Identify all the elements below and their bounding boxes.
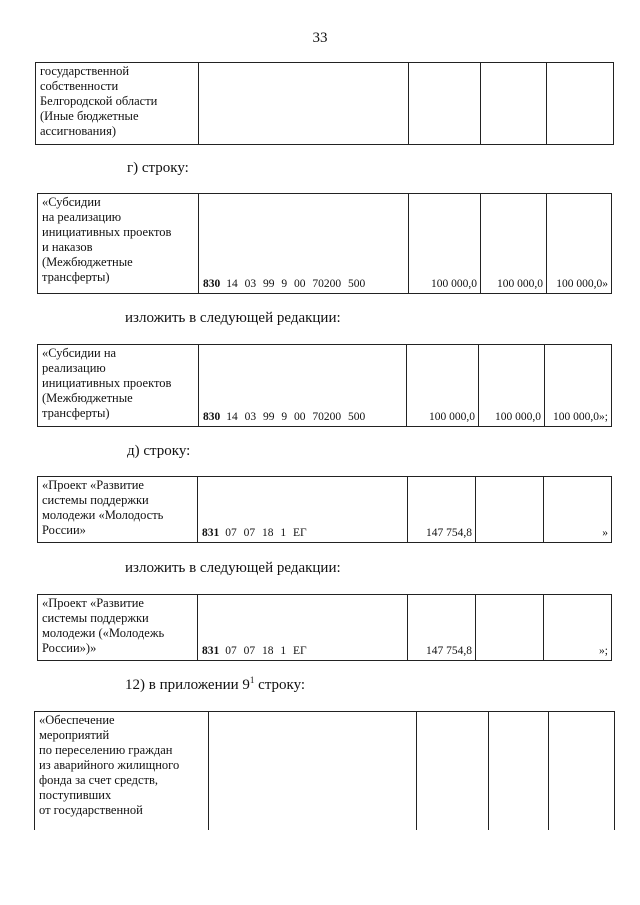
name-line: «Проект «Развитие — [42, 596, 144, 610]
name-line: на реализацию — [42, 210, 122, 224]
value-cell-2 — [476, 477, 544, 543]
name-line: собственности — [40, 79, 119, 93]
value-cell-2: 100 000,0 — [479, 345, 545, 427]
name-line: системы поддержки — [42, 611, 149, 625]
value-cell-1: 147 754,8 — [408, 477, 476, 543]
table-youth-project-new — [37, 594, 612, 661]
name-line: из аварийного жилищного — [39, 758, 180, 772]
name-line: молодежи («Молодежь — [42, 626, 165, 640]
code-rest: 14 03 99 9 00 70200 500 — [226, 411, 366, 423]
codes-cell — [198, 595, 408, 661]
value-cell-3 — [549, 712, 615, 830]
code-main: 830 — [203, 411, 221, 423]
table-youth-project-old — [37, 476, 612, 543]
name-line: России» — [42, 523, 86, 537]
name-line: трансферты) — [42, 406, 110, 420]
paragraph-izlozhit-2: изложить в следующей редакции: — [125, 560, 341, 576]
paragraph-izlozhit-1: изложить в следующей редакции: — [125, 310, 341, 326]
value-cell-3: 100 000,0»; — [545, 345, 612, 427]
name-line: молодежи «Молодость — [42, 508, 164, 522]
paragraph-12 — [125, 677, 305, 694]
name-line: «Обеспечение — [39, 713, 115, 727]
row-name-cell — [35, 712, 209, 830]
name-line: России»)» — [42, 641, 97, 655]
name-line: от государственной — [39, 803, 143, 817]
name-line: поступивших — [39, 788, 112, 802]
paragraph-12-text: 12) в приложении 9 — [125, 677, 250, 693]
name-line: фонда за счет средств, — [39, 773, 158, 787]
name-line: «Субсидии — [42, 195, 101, 209]
paragraph-g: г) строку: — [127, 160, 189, 176]
name-line: по переселению граждан — [39, 743, 173, 757]
code-rest: 14 03 99 9 00 70200 500 — [226, 278, 366, 290]
paragraph-12-sup: 1 — [249, 675, 255, 685]
table-subsidies-new — [37, 344, 612, 427]
row-name-cell — [38, 194, 199, 294]
paragraph-12-tail: строку: — [254, 677, 306, 693]
name-line: (Межбюджетные — [42, 391, 133, 405]
value-cell-1: 100 000,0 — [409, 194, 481, 294]
row-name-cell — [36, 63, 199, 145]
value-cell-1: 147 754,8 — [408, 595, 476, 661]
name-line: реализацию — [42, 361, 106, 375]
value-cell-1: 100 000,0 — [407, 345, 479, 427]
name-line: «Субсидии на — [42, 346, 117, 360]
value-cell-2 — [489, 712, 549, 830]
value-cell-2 — [481, 63, 547, 145]
value-cell-1 — [409, 63, 481, 145]
table-resettlement — [34, 711, 615, 830]
table-subsidies-old — [37, 193, 612, 294]
value-cell-3: » — [544, 477, 612, 543]
code-rest: 07 07 18 1 ЕГ — [225, 527, 307, 539]
name-line: (Иные бюджетные — [40, 109, 139, 123]
value-cell-2: 100 000,0 — [481, 194, 547, 294]
name-line: системы поддержки — [42, 493, 149, 507]
name-line: государственной — [40, 64, 130, 78]
name-line: инициативных проектов — [42, 376, 172, 390]
row-name-cell — [38, 477, 198, 543]
value-cell-3 — [547, 63, 614, 145]
codes-cell — [199, 345, 407, 427]
value-cell-3: 100 000,0» — [547, 194, 612, 294]
page-number: 33 — [312, 30, 328, 46]
value-cell-2 — [476, 595, 544, 661]
name-line: трансферты) — [42, 270, 110, 284]
value-cell-1 — [417, 712, 489, 830]
code-main: 831 — [202, 645, 220, 657]
name-line: ассигнования) — [40, 124, 116, 138]
name-line: мероприятий — [39, 728, 110, 742]
name-line: и наказов — [42, 240, 93, 254]
code-main: 831 — [202, 527, 220, 539]
name-line: (Межбюджетные — [42, 255, 133, 269]
codes-cell — [199, 63, 409, 145]
row-name-cell — [38, 345, 199, 427]
name-line: инициативных проектов — [42, 225, 172, 239]
name-line: «Проект «Развитие — [42, 478, 144, 492]
row-name-cell — [38, 595, 198, 661]
code-main: 830 — [203, 278, 221, 290]
table-property-row — [35, 62, 614, 145]
codes-cell — [209, 712, 417, 830]
codes-cell — [199, 194, 409, 294]
code-rest: 07 07 18 1 ЕГ — [225, 645, 307, 657]
value-cell-3: »; — [544, 595, 612, 661]
paragraph-d: д) строку: — [127, 443, 191, 459]
codes-cell — [198, 477, 408, 543]
name-line: Белгородской области — [40, 94, 158, 108]
